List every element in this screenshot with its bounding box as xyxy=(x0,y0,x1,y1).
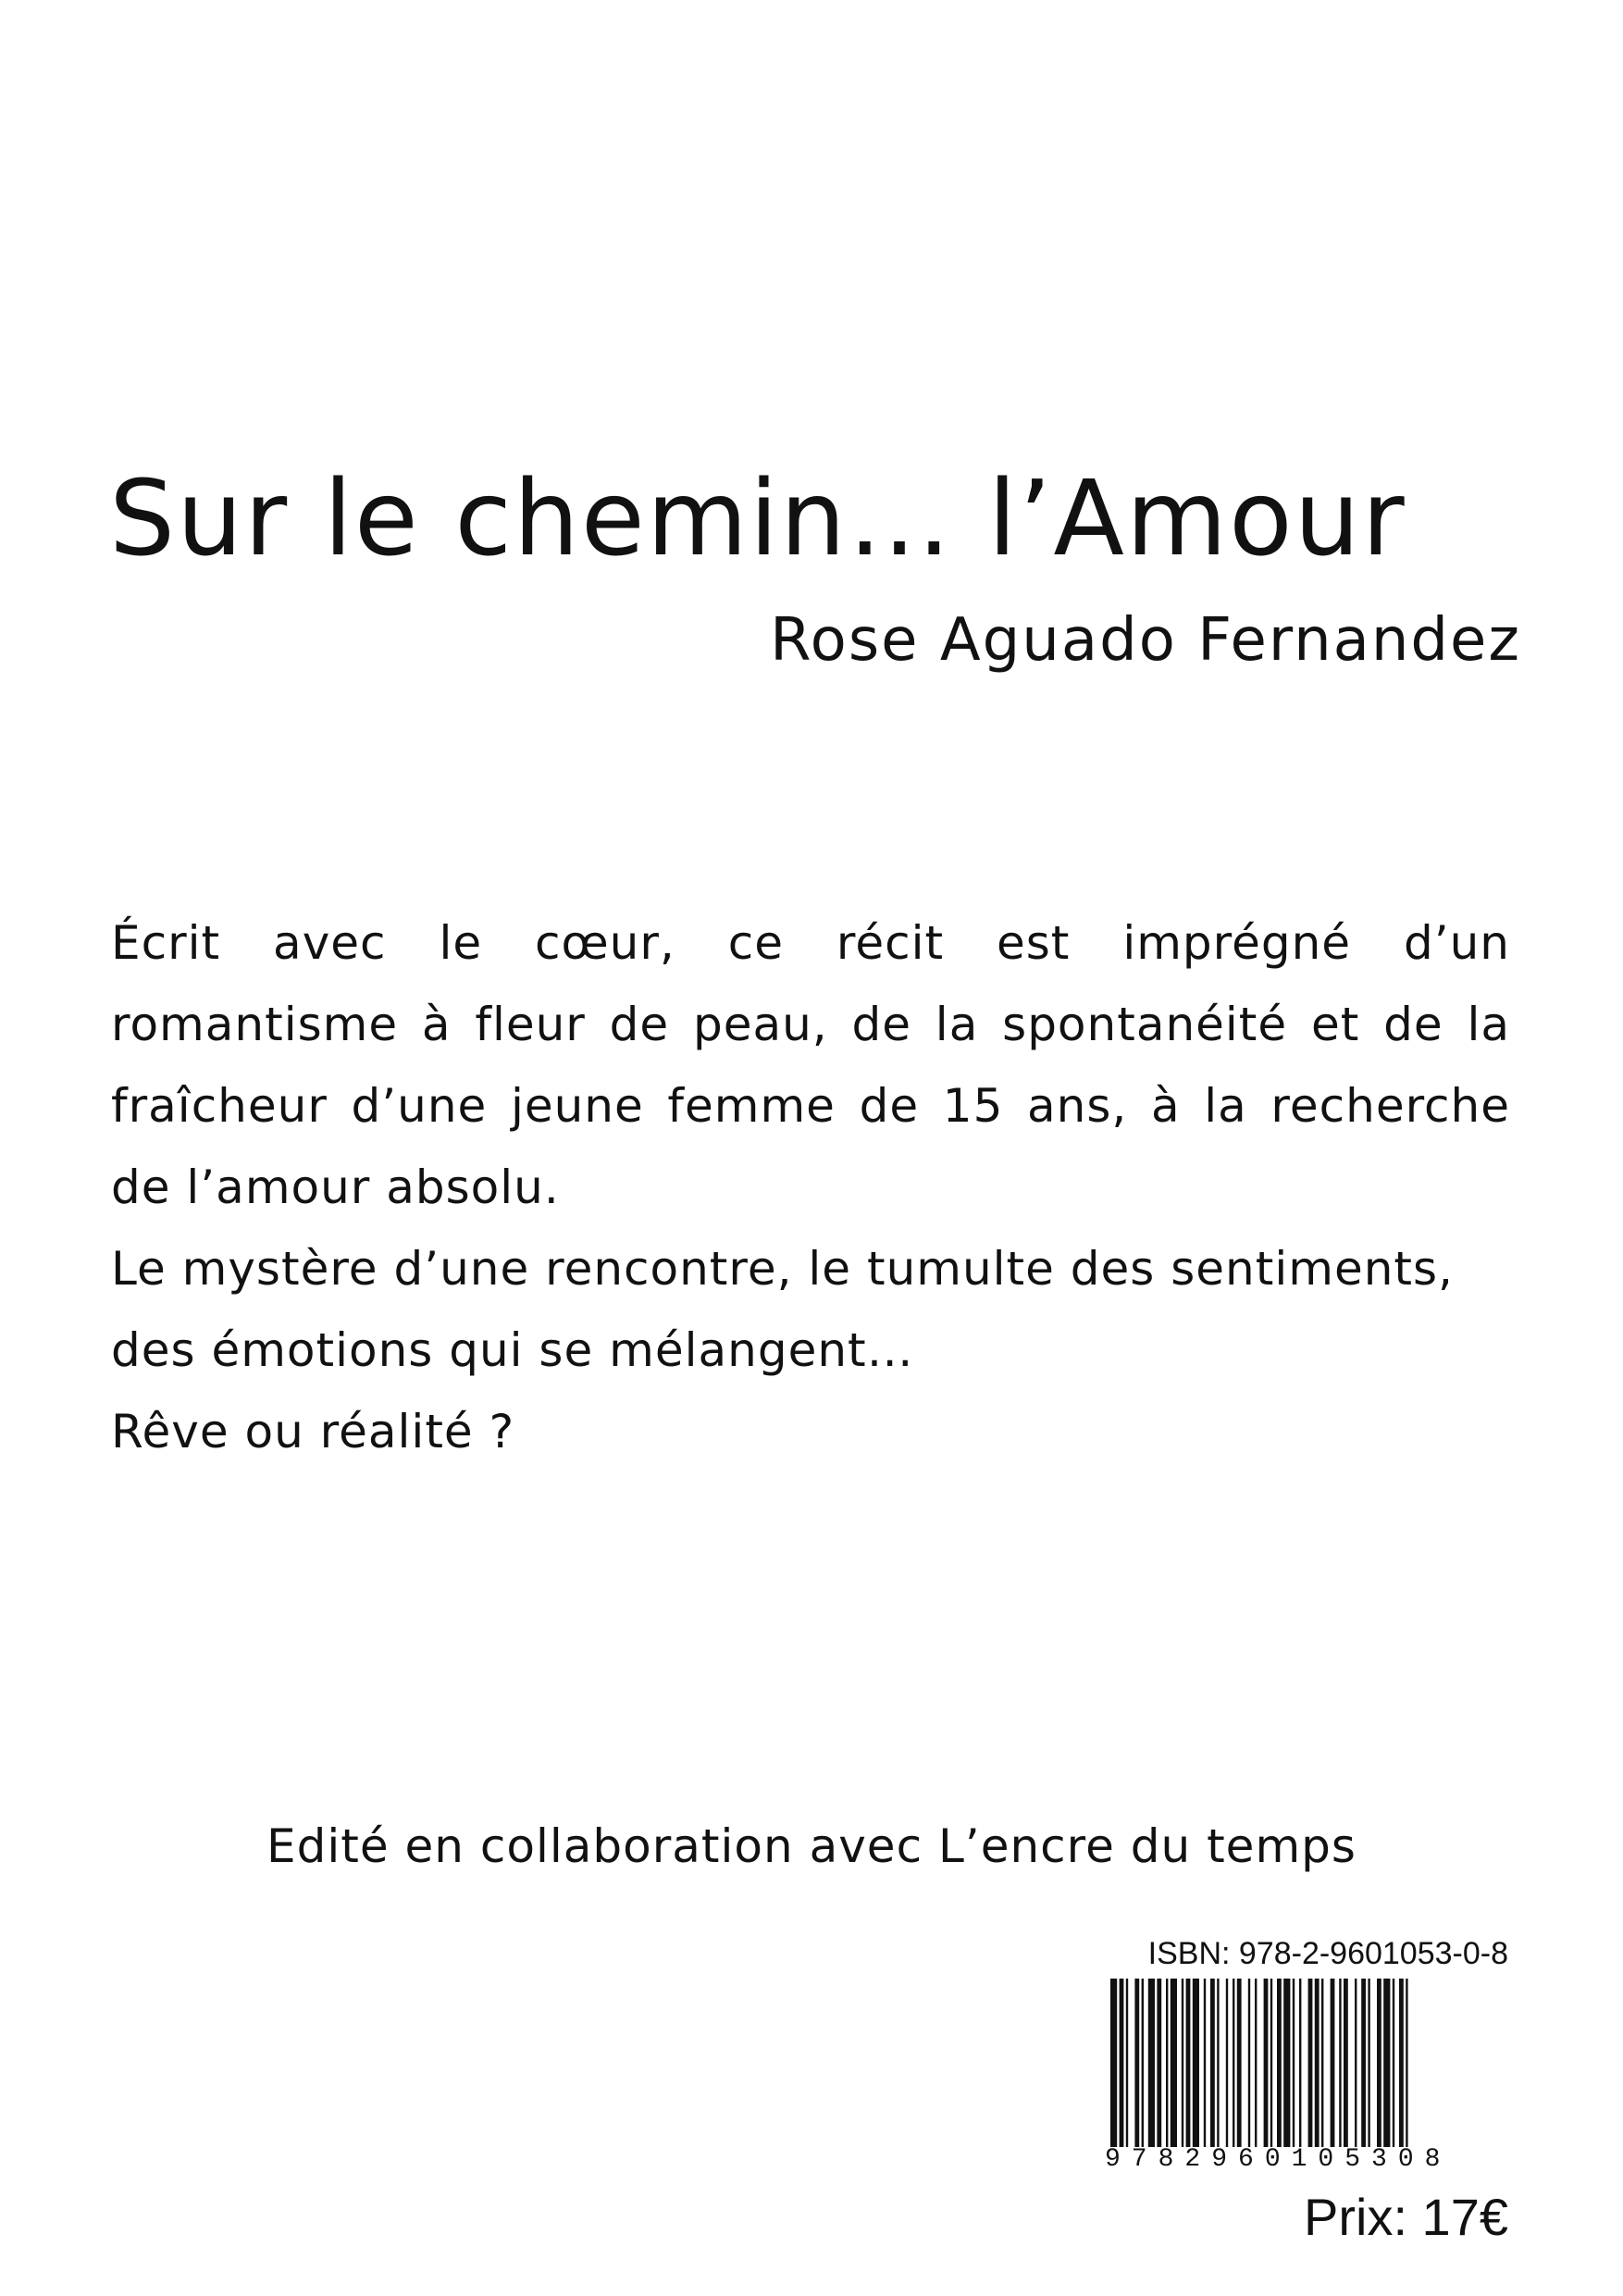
barcode-bar xyxy=(1217,1979,1219,2168)
barcode-bar xyxy=(1157,1979,1161,2168)
barcode-bar xyxy=(1233,1979,1234,2168)
blurb-line: Écrit avec le cœur, ce récit est imprégné d’un xyxy=(111,916,1510,970)
barcode-bar xyxy=(1193,1979,1199,2168)
barcode-bar xyxy=(1399,1979,1404,2168)
price-label: Prix: 17€ xyxy=(1304,2188,1508,2246)
blurb-line: romantisme à fleur de peau, de la spontanéité et de la xyxy=(111,998,1510,1051)
barcode-bar xyxy=(1355,1979,1357,2168)
isbn-label: ISBN: 978-2-9601053-0-8 xyxy=(1147,1936,1508,1971)
barcode-bar xyxy=(1315,1979,1319,2168)
barcode-bar xyxy=(1204,1979,1206,2168)
publisher-note: Edité en collaboration avec L’encre du temps xyxy=(266,1819,1357,1873)
barcode-bar xyxy=(1237,1979,1242,2168)
barcode-bar xyxy=(1210,1979,1215,2168)
barcode-bar xyxy=(1264,1979,1269,2168)
barcode-bar xyxy=(1148,1979,1155,2168)
blurb-paragraph: Le mystère d’une rencontre, le tumulte des sentiments, xyxy=(111,1242,1454,1296)
isbn-barcode-block xyxy=(1101,1938,1508,2253)
barcode-digits: 9782960105308 xyxy=(1105,2147,1503,2173)
blurb-line: de l’amour absolu. xyxy=(111,1160,560,1214)
barcode-bar xyxy=(1377,1979,1381,2168)
barcode-bar xyxy=(1331,1979,1335,2168)
author-name: Rose Aguado Fernandez xyxy=(770,606,1521,675)
barcode-bar xyxy=(1277,1979,1282,2168)
barcode-bar xyxy=(1368,1979,1369,2168)
book-title: Sur le chemin… l’Amour xyxy=(109,459,1406,579)
barcode-bar xyxy=(1344,1979,1348,2168)
barcode-bar xyxy=(1134,1979,1139,2168)
barcode-bar xyxy=(1293,1979,1295,2168)
barcode-bar xyxy=(1226,1979,1228,2168)
barcode-bar xyxy=(1393,1979,1394,2168)
back-cover-blurb xyxy=(111,902,1510,1472)
blurb-line: fraîcheur d’une jeune femme de 15 ans, à la recherche xyxy=(111,1079,1510,1133)
barcode-bar xyxy=(1299,1979,1301,2168)
barcode-bar xyxy=(1142,1979,1144,2168)
barcode-bar xyxy=(1255,1979,1257,2168)
barcode-bar xyxy=(1171,1979,1177,2168)
barcode-bar xyxy=(1308,1979,1313,2168)
barcode-bar xyxy=(1339,1979,1341,2168)
barcode-bar xyxy=(1110,1979,1117,2168)
barcode-bar xyxy=(1283,1979,1290,2168)
barcode-bar xyxy=(1270,1979,1272,2168)
barcode-icon xyxy=(1103,1979,1506,2173)
blurb-paragraph: des émotions qui se mélangent… xyxy=(111,1323,914,1377)
barcode-bar xyxy=(1248,1979,1250,2168)
barcode-bar xyxy=(1321,1979,1323,2168)
barcode-bar xyxy=(1186,1979,1191,2168)
barcode-bar xyxy=(1120,1979,1124,2168)
barcode-bar xyxy=(1166,1979,1168,2168)
barcode-bar xyxy=(1383,1979,1390,2168)
barcode-bar xyxy=(1361,1979,1366,2168)
barcode-bar xyxy=(1126,1979,1128,2168)
barcode-bar xyxy=(1182,1979,1183,2168)
barcode-bar xyxy=(1406,1979,1407,2168)
blurb-paragraph: Rêve ou réalité ? xyxy=(111,1405,515,1458)
